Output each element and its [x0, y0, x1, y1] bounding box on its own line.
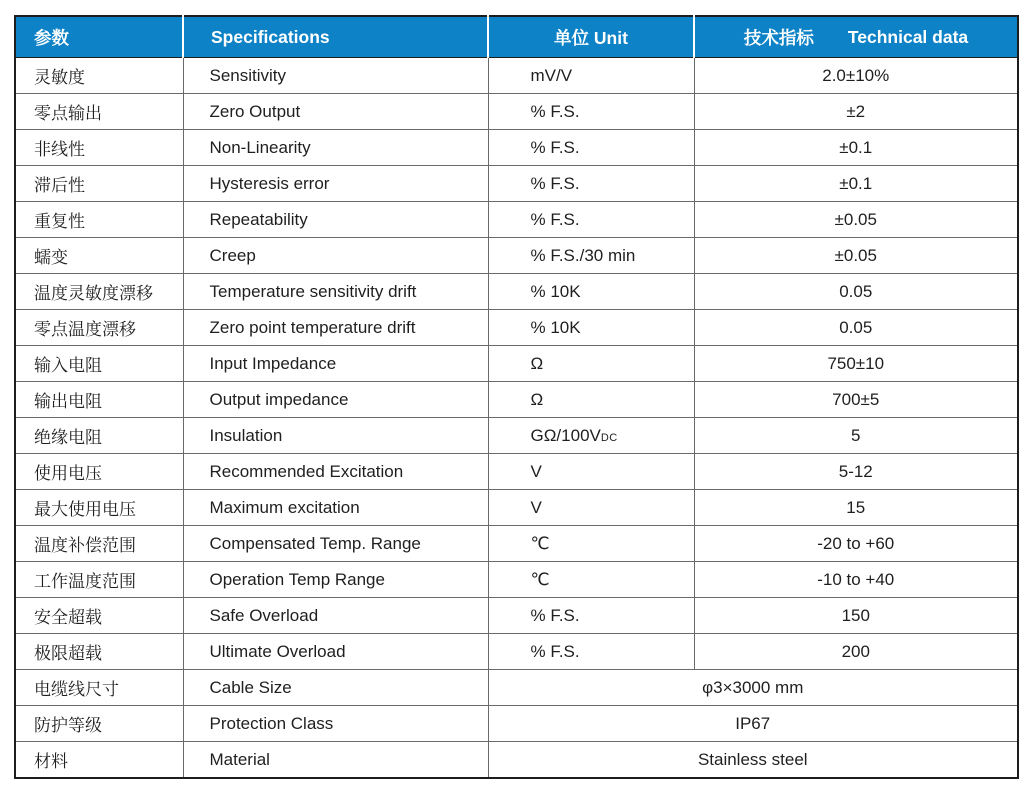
table-row	[15, 238, 1018, 274]
unit-cell: % F.S.	[488, 202, 694, 238]
value-cell: ±0.1	[694, 166, 1018, 202]
value-cell: ±2	[694, 94, 1018, 130]
merged-value-cell: φ3×3000 mm	[488, 670, 1018, 706]
spec-cell: Recommended Excitation	[183, 454, 488, 490]
spec-cell: Cable Size	[183, 670, 488, 706]
spec-cell: Ultimate Overload	[183, 634, 488, 670]
header-cell-specifications: Specifications	[183, 16, 488, 58]
spec-cell: Safe Overload	[183, 598, 488, 634]
header-technical-data-en: Technical data	[847, 26, 969, 47]
param-cell: 滞后性	[15, 166, 183, 202]
spec-cell: Output impedance	[183, 382, 488, 418]
spec-cell: Temperature sensitivity drift	[183, 274, 488, 310]
spec-cell: Operation Temp Range	[183, 562, 488, 598]
param-cell: 安全超载	[15, 598, 183, 634]
unit-cell: Ω	[488, 346, 694, 382]
header-cell-technical-data	[694, 16, 1018, 58]
table-row	[15, 346, 1018, 382]
unit-cell: % F.S.	[488, 634, 694, 670]
value-cell: 200	[694, 634, 1018, 670]
spec-cell: Hysteresis error	[183, 166, 488, 202]
spec-cell: Input Impedance	[183, 346, 488, 382]
table-row	[15, 670, 1018, 706]
value-cell: 150	[694, 598, 1018, 634]
table-row	[15, 598, 1018, 634]
unit-cell: GΩ/100VDC	[488, 418, 694, 454]
table-row	[15, 382, 1018, 418]
param-cell: 输入电阻	[15, 346, 183, 382]
value-cell: 15	[694, 490, 1018, 526]
spec-cell: Sensitivity	[183, 58, 488, 94]
value-cell: 5-12	[694, 454, 1018, 490]
param-cell: 输出电阻	[15, 382, 183, 418]
unit-cell: V	[488, 454, 694, 490]
param-cell: 重复性	[15, 202, 183, 238]
spec-cell: Material	[183, 742, 488, 779]
param-cell: 零点温度漂移	[15, 310, 183, 346]
spec-cell: Zero Output	[183, 94, 488, 130]
param-cell: 绝缘电阻	[15, 418, 183, 454]
header-cell-parameters: 参数	[15, 16, 183, 58]
table-row	[15, 94, 1018, 130]
param-cell: 极限超载	[15, 634, 183, 670]
unit-cell: ℃	[488, 526, 694, 562]
unit-cell: % F.S.	[488, 166, 694, 202]
unit-cell: % F.S.	[488, 130, 694, 166]
spec-table-body	[15, 58, 1018, 779]
param-cell: 工作温度范围	[15, 562, 183, 598]
param-cell: 使用电压	[15, 454, 183, 490]
table-row	[15, 274, 1018, 310]
unit-cell: % 10K	[488, 310, 694, 346]
table-row	[15, 706, 1018, 742]
spec-cell: Non-Linearity	[183, 130, 488, 166]
spec-cell: Insulation	[183, 418, 488, 454]
unit-cell: ℃	[488, 562, 694, 598]
param-cell: 材料	[15, 742, 183, 779]
table-row	[15, 490, 1018, 526]
unit-cell: V	[488, 490, 694, 526]
unit-cell: Ω	[488, 382, 694, 418]
table-row	[15, 634, 1018, 670]
param-cell: 防护等级	[15, 706, 183, 742]
merged-value-cell: IP67	[488, 706, 1018, 742]
specifications-table	[14, 15, 1019, 779]
param-cell: 灵敏度	[15, 58, 183, 94]
param-cell: 零点输出	[15, 94, 183, 130]
unit-subscript: DC	[600, 431, 618, 444]
unit-cell: % F.S.	[488, 94, 694, 130]
value-cell: ±0.05	[694, 238, 1018, 274]
value-cell: 2.0±10%	[694, 58, 1018, 94]
table-header	[15, 16, 1018, 58]
param-cell: 最大使用电压	[15, 490, 183, 526]
spec-cell: Compensated Temp. Range	[183, 526, 488, 562]
value-cell: 5	[694, 418, 1018, 454]
table-row	[15, 166, 1018, 202]
table-row	[15, 454, 1018, 490]
header-technical-data-zh: 技术指标	[743, 27, 814, 48]
table-row	[15, 58, 1018, 94]
param-cell: 非线性	[15, 130, 183, 166]
value-cell: -20 to +60	[694, 526, 1018, 562]
spec-cell: Protection Class	[183, 706, 488, 742]
value-cell: -10 to +40	[694, 562, 1018, 598]
value-cell: 0.05	[694, 274, 1018, 310]
spec-cell: Creep	[183, 238, 488, 274]
spec-cell: Maximum excitation	[183, 490, 488, 526]
value-cell: ±0.05	[694, 202, 1018, 238]
unit-cell: % 10K	[488, 274, 694, 310]
merged-value-cell: Stainless steel	[488, 742, 1018, 779]
unit-cell: mV/V	[488, 58, 694, 94]
table-row	[15, 526, 1018, 562]
param-cell: 蠕变	[15, 238, 183, 274]
table-header-row	[15, 16, 1018, 58]
spec-cell: Zero point temperature drift	[183, 310, 488, 346]
table-row	[15, 418, 1018, 454]
value-cell: 0.05	[694, 310, 1018, 346]
table-row	[15, 130, 1018, 166]
unit-cell: % F.S./30 min	[488, 238, 694, 274]
table-row	[15, 202, 1018, 238]
param-cell: 电缆线尺寸	[15, 670, 183, 706]
param-cell: 温度灵敏度漂移	[15, 274, 183, 310]
header-cell-unit: 单位 Unit	[488, 16, 694, 58]
table-row	[15, 742, 1018, 779]
table-row	[15, 562, 1018, 598]
spec-cell: Repeatability	[183, 202, 488, 238]
table-row	[15, 310, 1018, 346]
param-cell: 温度补偿范围	[15, 526, 183, 562]
unit-cell: % F.S.	[488, 598, 694, 634]
value-cell: ±0.1	[694, 130, 1018, 166]
value-cell: 750±10	[694, 346, 1018, 382]
value-cell: 700±5	[694, 382, 1018, 418]
